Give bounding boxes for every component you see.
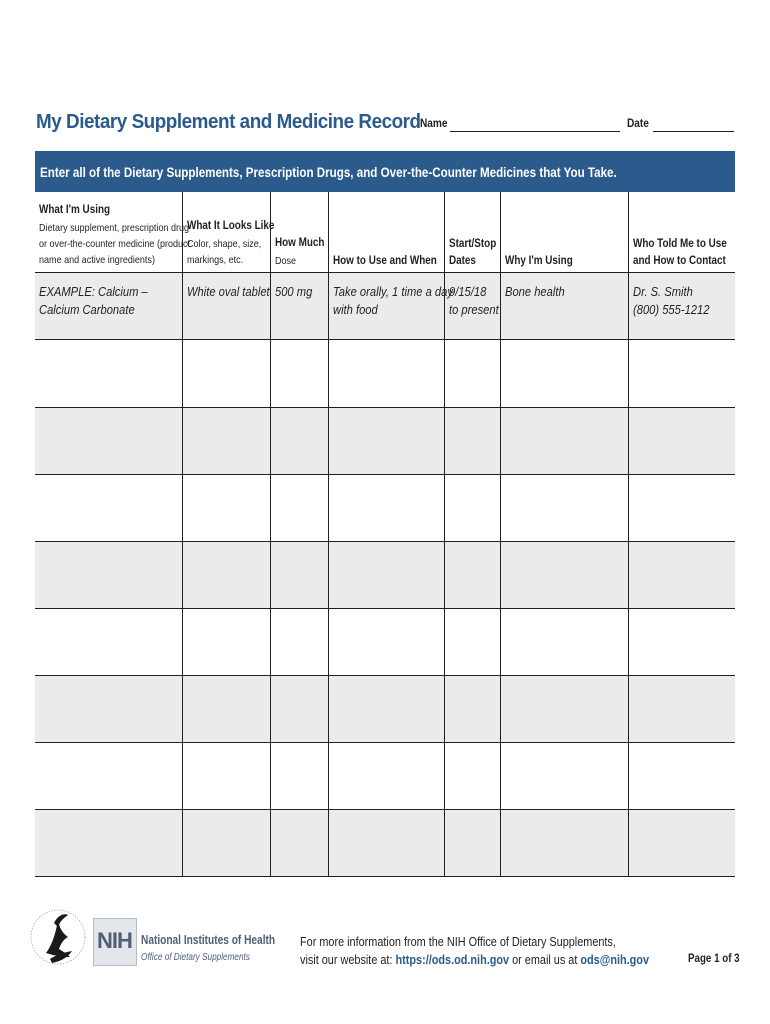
column-header-looks-like — [183, 192, 275, 272]
nih-badge: NIH — [93, 918, 137, 966]
page-title: My Dietary Supplement and Medicine Record — [36, 110, 421, 133]
entry-cell-why[interactable] — [501, 609, 629, 675]
footer-line-2: visit our website at: https://ods.od.nih.gov or email us at ods@nih.gov — [300, 953, 650, 967]
column-title: Why I'm Using — [505, 255, 573, 267]
entry-cell-who[interactable] — [629, 475, 735, 541]
entry-cell-using[interactable] — [35, 475, 183, 541]
example-why: Bone health — [505, 284, 565, 299]
website-link[interactable]: https://ods.od.nih.gov — [395, 953, 510, 967]
column-subtitle: name and active ingredients) — [39, 254, 155, 266]
entry-cell-why[interactable] — [501, 743, 629, 809]
example-looks-cell — [183, 273, 271, 339]
entry-cell-dates[interactable] — [445, 408, 501, 474]
entry-cell-how[interactable] — [329, 609, 445, 675]
column-subtitle: Dietary supplement, prescription drug — [39, 222, 190, 234]
date-label: Date — [627, 118, 649, 130]
table-row — [35, 809, 735, 876]
email-link[interactable]: ods@nih.gov — [580, 953, 650, 967]
name-label: Name — [420, 118, 448, 130]
entry-cell-dates[interactable] — [445, 609, 501, 675]
column-subtitle: Color, shape, size, — [187, 238, 262, 250]
entry-cell-dose[interactable] — [271, 475, 329, 541]
column-subtitle: or over-the-counter medicine (product — [39, 238, 191, 250]
entry-cell-using[interactable] — [35, 743, 183, 809]
entry-cell-who[interactable] — [629, 609, 735, 675]
table-bottom-border — [35, 876, 735, 877]
name-field[interactable] — [450, 131, 620, 132]
entry-cell-dose[interactable] — [271, 542, 329, 608]
table-row — [35, 541, 735, 608]
entry-cell-who[interactable] — [629, 408, 735, 474]
example-who: Dr. S. Smith (800) 555-1212 — [633, 284, 710, 317]
column-header-how-to-use — [329, 192, 445, 272]
column-header-why-using — [501, 192, 629, 272]
column-title: Dates — [449, 255, 476, 267]
entry-cell-using[interactable] — [35, 408, 183, 474]
example-how-cell — [329, 273, 453, 339]
entry-cell-why[interactable] — [501, 408, 629, 474]
footer-line-1: For more information from the NIH Office of Dietary Supplements, — [300, 935, 616, 949]
table-row — [35, 474, 735, 541]
entry-cell-why[interactable] — [501, 810, 629, 876]
date-field[interactable] — [653, 131, 734, 132]
entry-cell-how[interactable] — [329, 408, 445, 474]
entry-cell-looks[interactable] — [183, 408, 271, 474]
column-subtitle: Dose — [275, 255, 297, 267]
table-row — [35, 339, 735, 407]
table-row — [35, 675, 735, 742]
entry-cell-looks[interactable] — [183, 676, 271, 742]
entry-cell-who[interactable] — [629, 743, 735, 809]
entry-cell-how[interactable] — [329, 743, 445, 809]
entry-cell-why[interactable] — [501, 340, 629, 407]
entry-cell-dates[interactable] — [445, 542, 501, 608]
example-dose: 500 mg — [275, 284, 313, 299]
example-dates-cell — [445, 273, 501, 339]
entry-cell-how[interactable] — [329, 542, 445, 608]
entry-cell-looks[interactable] — [183, 542, 271, 608]
column-subtitle: markings, etc. — [187, 254, 244, 266]
entry-cell-who[interactable] — [629, 340, 735, 407]
entry-cell-dates[interactable] — [445, 475, 501, 541]
footer-info — [300, 933, 649, 969]
entry-cell-who[interactable] — [629, 676, 735, 742]
page-number: Page 1 of 3 — [688, 953, 740, 965]
column-header-dates — [445, 192, 501, 272]
entry-cell-using[interactable] — [35, 340, 183, 407]
entry-cell-why[interactable] — [501, 676, 629, 742]
entry-cell-who[interactable] — [629, 542, 735, 608]
entry-cell-how[interactable] — [329, 475, 445, 541]
entry-cell-how[interactable] — [329, 810, 445, 876]
nih-name: National Institutes of Health — [141, 932, 276, 947]
column-header-who-told — [629, 192, 735, 272]
entry-cell-looks[interactable] — [183, 810, 271, 876]
entry-cell-why[interactable] — [501, 542, 629, 608]
entry-cell-looks[interactable] — [183, 340, 271, 407]
column-title: How to Use and When — [333, 255, 437, 267]
example-dose-cell — [271, 273, 329, 339]
example-looks: White oval tablet — [187, 284, 270, 299]
table-row — [35, 608, 735, 675]
entry-cell-using[interactable] — [35, 810, 183, 876]
column-title: and How to Contact — [633, 255, 726, 267]
example-why-cell — [501, 273, 629, 339]
column-header-how-much — [271, 192, 329, 272]
form-header — [36, 110, 736, 140]
entry-cell-looks[interactable] — [183, 609, 271, 675]
column-title: What I'm Using — [39, 204, 111, 216]
example-row — [35, 272, 735, 339]
column-header-what-using — [35, 192, 191, 272]
example-how: Take orally, 1 time a day with food — [333, 284, 453, 317]
entry-cell-dates[interactable] — [445, 676, 501, 742]
banner-text: Enter all of the Dietary Supplements, Prescription Drugs, and Over-the-Counter Medicines that You Take. — [40, 165, 617, 180]
table-row — [35, 407, 735, 474]
entry-cell-dose[interactable] — [271, 609, 329, 675]
entry-cell-dose[interactable] — [271, 810, 329, 876]
entry-cell-looks[interactable] — [183, 475, 271, 541]
entry-cell-why[interactable] — [501, 475, 629, 541]
example-dates: 9/15/18 to present — [449, 284, 499, 317]
entry-cell-dose[interactable] — [271, 743, 329, 809]
nih-logo — [93, 918, 276, 968]
entry-cell-how[interactable] — [329, 340, 445, 407]
column-title: What It Looks Like — [187, 220, 275, 232]
entry-cell-using[interactable] — [35, 609, 183, 675]
entry-cell-how[interactable] — [329, 676, 445, 742]
entry-cell-dates[interactable] — [445, 743, 501, 809]
entry-cell-dose[interactable] — [271, 676, 329, 742]
column-title: Start/Stop — [449, 238, 497, 250]
column-title: How Much — [275, 237, 325, 249]
entry-cell-dates[interactable] — [445, 340, 501, 407]
example-who-cell — [629, 273, 735, 339]
example-using-cell — [35, 273, 183, 339]
instruction-banner — [35, 151, 735, 192]
hhs-eagle-seal-icon — [28, 893, 86, 981]
example-using: EXAMPLE: Calcium – Calcium Carbonate — [39, 284, 148, 317]
entry-cell-using[interactable] — [35, 676, 183, 742]
nih-office-name: Office of Dietary Supplements — [141, 952, 250, 963]
entry-cell-who[interactable] — [629, 810, 735, 876]
entry-cell-looks[interactable] — [183, 743, 271, 809]
entry-cell-dose[interactable] — [271, 408, 329, 474]
entry-cell-dates[interactable] — [445, 810, 501, 876]
record-table — [35, 192, 735, 877]
table-row — [35, 742, 735, 809]
column-title: Who Told Me to Use — [633, 238, 727, 250]
entry-cell-dose[interactable] — [271, 340, 329, 407]
entry-cell-using[interactable] — [35, 542, 183, 608]
